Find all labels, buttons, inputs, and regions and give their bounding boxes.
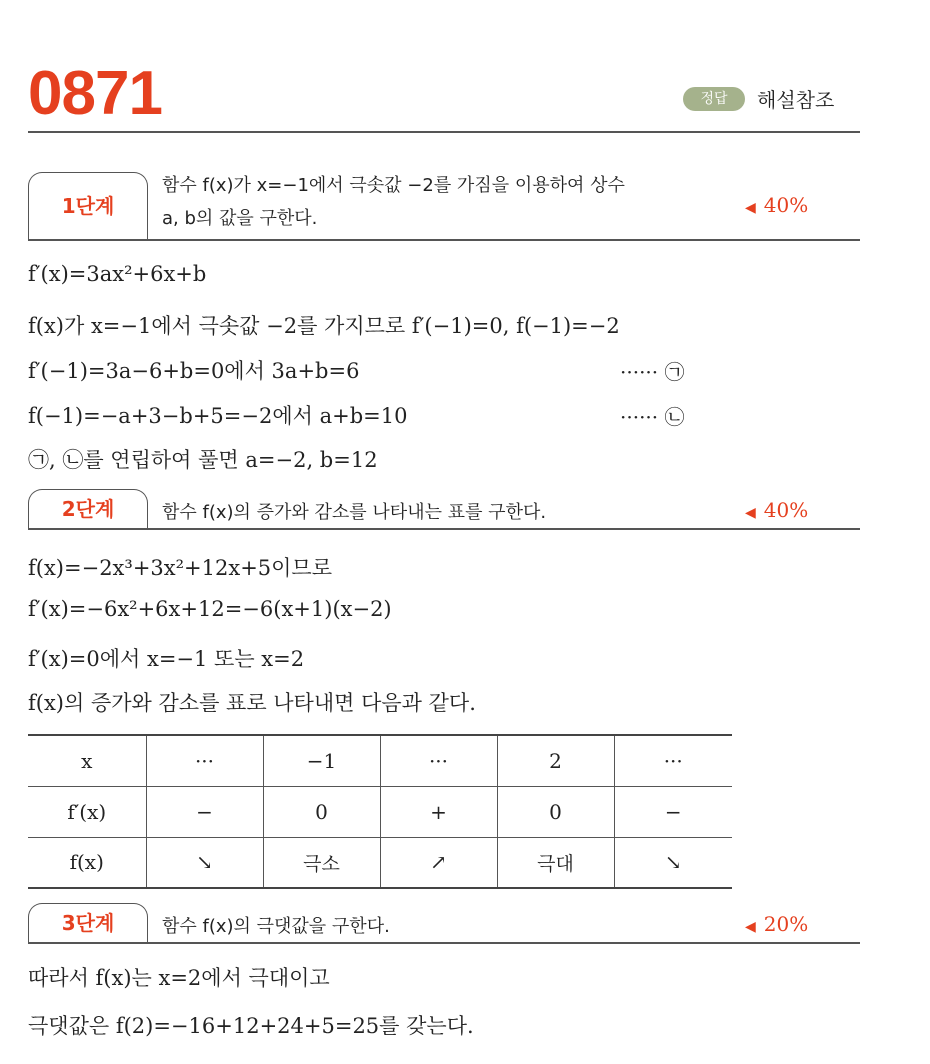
step3-divider (28, 942, 860, 944)
step3-line1: 따라서 f(x)는 x=2에서 극대이고 (28, 966, 330, 990)
step2-line3: f′(x)=0에서 x=−1 또는 x=2 (28, 647, 305, 671)
table-cell: ··· (614, 735, 732, 786)
table-cell: f′(x) (28, 786, 146, 837)
step1-percent: ◀ 40% (745, 193, 809, 217)
step3-desc: 함수 f(x)의 극댓값을 구한다. (162, 916, 390, 937)
table-cell: −1 (263, 735, 380, 786)
table-cell: − (146, 786, 263, 837)
table-row-function (28, 837, 732, 888)
table-row-x (28, 735, 732, 786)
step1-line4: f(−1)=−a+3−b+5=−2에서 a+b=10 (28, 404, 408, 428)
step1-line5: ㉠, ㉡를 연립하여 풀면 a=−2, b=12 (28, 448, 378, 472)
step2-line4: f(x)의 증가와 감소를 표로 나타내면 다음과 같다. (28, 691, 476, 715)
step2-desc: 함수 f(x)의 증가와 감소를 나타내는 표를 구한다. (162, 502, 547, 523)
step2-line2: f′(x)=−6x²+6x+12=−6(x+1)(x−2) (28, 597, 392, 621)
answer-text: 해설참조 (757, 88, 835, 112)
table-cell: ··· (146, 735, 263, 786)
table-row-derivative (28, 786, 732, 837)
table-cell: ··· (380, 735, 497, 786)
step2-line1: f(x)=−2x³+3x²+12x+5이므로 (28, 556, 333, 580)
arrow-down-right-icon: ↘ (146, 837, 263, 888)
table-cell: + (380, 786, 497, 837)
table-cell: 2 (497, 735, 614, 786)
arrow-down-right-icon: ↘ (614, 837, 732, 888)
step1-line1: f′(x)=3ax²+6x+b (28, 262, 207, 286)
step2-percent: ◀ 40% (745, 498, 809, 522)
header-divider (28, 131, 860, 133)
table-cell: f(x) (28, 837, 146, 888)
step2-label: 2단계 (28, 489, 148, 529)
table-cell: 0 (263, 786, 380, 837)
step3-label: 3단계 (28, 903, 148, 943)
arrow-up-right-icon: ↗ (380, 837, 497, 888)
step1-line3: f′(−1)=3a−6+b=0에서 3a+b=6 (28, 359, 360, 383)
answer-badge: 정답 (683, 87, 745, 111)
table-cell: 0 (497, 786, 614, 837)
step1-label: 1단계 (28, 172, 148, 240)
step3-percent: ◀ 20% (745, 912, 809, 936)
step3-line2: 극댓값은 f(2)=−16+12+24+5=25를 갖는다. (28, 1014, 474, 1038)
step1-desc-line2: a, b의 값을 구한다. (162, 208, 318, 229)
table-cell: 극소 (263, 837, 380, 888)
step1-desc-line1: 함수 f(x)가 x=−1에서 극솟값 −2를 가짐을 이용하여 상수 (162, 175, 625, 196)
equation-mark-2: ······ ㉡ (620, 405, 685, 429)
equation-mark-1: ······ ㉠ (620, 360, 685, 384)
increase-decrease-table (28, 734, 732, 889)
step2-divider (28, 528, 860, 530)
step1-line2: f(x)가 x=−1에서 극솟값 −2를 가지므로 f′(−1)=0, f(−1)=−2 (28, 314, 620, 338)
step1-divider (28, 239, 860, 241)
problem-number: 0871 (28, 59, 162, 128)
table-cell: 극대 (497, 837, 614, 888)
table-cell: − (614, 786, 732, 837)
table-cell: x (28, 735, 146, 786)
